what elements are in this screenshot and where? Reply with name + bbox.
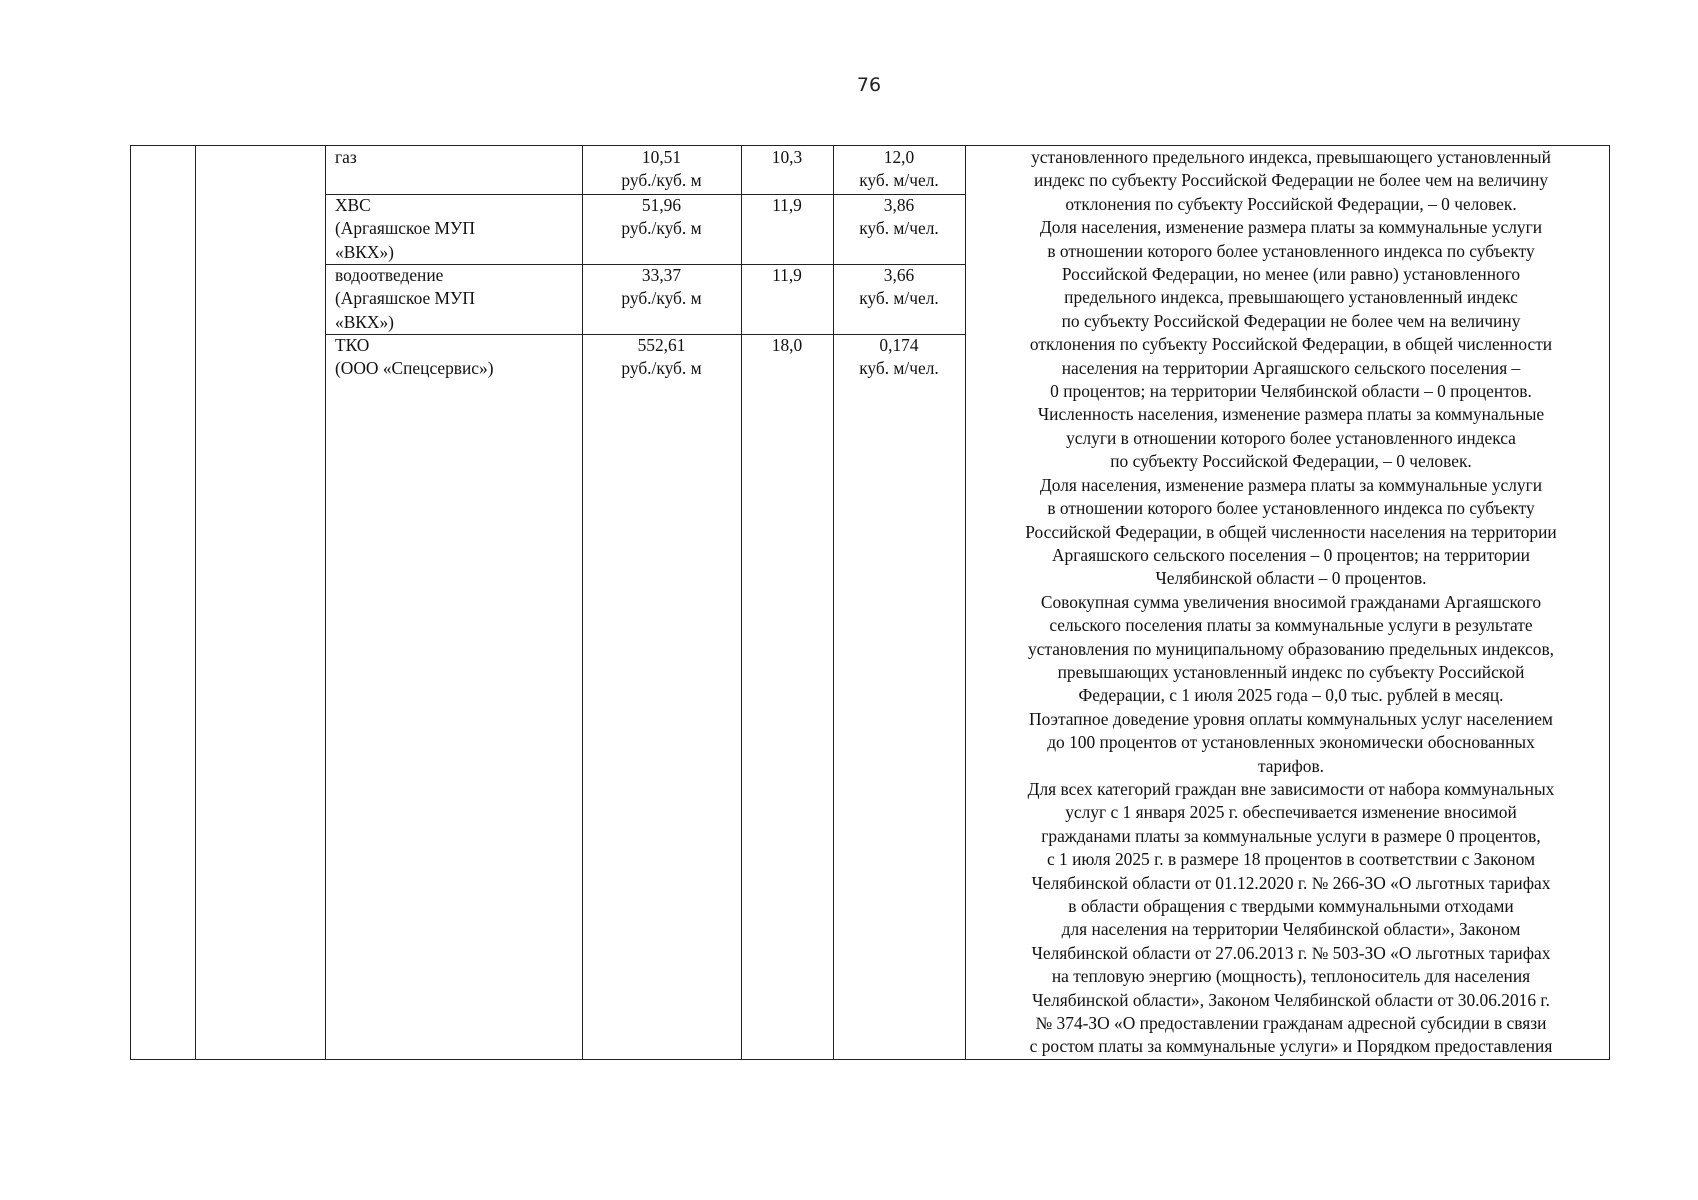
price-unit: руб./куб. м [621, 218, 702, 239]
norm-unit: куб. м/чел. [859, 218, 939, 239]
percent-value: 11,9 [772, 265, 802, 285]
tariff-percent [741, 146, 833, 169]
description-line: с 1 июля 2025 г. в размере 18 процентов в соответствии с Законом [1046, 849, 1536, 870]
description-line: Доля населения, изменение размера платы за коммунальные услуги [1039, 474, 1543, 495]
description-line: услуги в отношении которого более установленного индекса [1066, 427, 1516, 448]
description-line: Челябинской области», Законом Челябинской области от 30.06.2016 г. [1032, 989, 1550, 1010]
description-line: населения на территории Аргаяшского сельского поселения – [1061, 357, 1521, 378]
price-unit: руб./куб. м [621, 170, 702, 191]
service-name-line: (ООО «Спецсервис») [335, 358, 494, 379]
norm-value: 0,174 [879, 335, 919, 355]
service-name-line: ТКО [335, 335, 370, 355]
service-name [335, 264, 575, 334]
service-name-line: газ [335, 147, 357, 167]
description-line: установленного предельного индекса, превышающего установленный [1031, 147, 1551, 167]
description-line: Совокупная сумма увеличения вносимой гражданами Аргаяшского [1040, 591, 1542, 612]
tariff-price [582, 264, 741, 311]
service-name [335, 146, 575, 169]
tariff-percent [741, 264, 833, 287]
price-value: 51,96 [641, 195, 682, 215]
description-line: Численность населения, изменение размера платы за коммунальные [1037, 404, 1545, 425]
description-line: Доля населения, изменение размера платы за коммунальные услуги [1039, 217, 1543, 238]
percent-value: 10,3 [771, 147, 803, 167]
norm-value: 3,66 [883, 265, 915, 285]
description-line: с ростом платы за коммунальные услуги» и Порядком предоставления [1029, 1036, 1553, 1057]
norm-unit: куб. м/чел. [859, 170, 939, 191]
description-line: Для всех категорий граждан вне зависимости от набора коммунальных [1027, 778, 1555, 799]
consumption-norm [833, 334, 965, 381]
description-line: Аргаяшского сельского поселения – 0 процентов; на территории [1052, 544, 1530, 565]
description-line: в отношении которого более установленного индекса по субъекту [1047, 240, 1535, 261]
description-line: в области обращения с твердыми коммунальными отходами [1068, 896, 1514, 916]
norm-value: 12,0 [883, 147, 915, 167]
description-line: по субъекту Российской Федерации не более чем на величину [1061, 310, 1521, 331]
service-name-line: «ВКХ») [335, 241, 394, 262]
tariff-percent [741, 334, 833, 357]
description-line: для населения на территории Челябинской области», Законом [1061, 919, 1521, 940]
consumption-norm [833, 146, 965, 193]
description-line: 0 процентов; на территории Челябинской области – 0 процентов. [1050, 381, 1532, 402]
description-line: отклонения по субъекту Российской Федерации, – 0 человек. [1065, 193, 1517, 214]
norm-value: 3,86 [883, 195, 915, 215]
price-unit: руб./куб. м [621, 288, 702, 309]
tariff-price [582, 334, 741, 381]
description-line: Челябинской области – 0 процентов. [1155, 568, 1427, 589]
description-line: Челябинской области от 01.12.2020 г. № 266-ЗО «О льготных тарифах [1031, 872, 1551, 893]
service-name [335, 334, 575, 381]
page-number: 76 [856, 74, 882, 96]
description-line: предельного индекса, превышающего установленный индекс [1064, 287, 1518, 308]
description-line: превышающих установленный индекс по субъекту Российской [1057, 661, 1525, 682]
description-line: гражданами платы за коммунальные услуги в размере 0 процентов, [1041, 825, 1541, 846]
tariff-price [582, 194, 741, 241]
price-value: 552,61 [637, 335, 686, 355]
norm-unit: куб. м/чел. [859, 288, 939, 309]
service-name-line: «ВКХ») [335, 311, 394, 332]
description-line: по субъекту Российской Федерации, – 0 человек. [1110, 451, 1472, 472]
description-line: тарифов. [1257, 755, 1325, 776]
service-name [335, 194, 575, 264]
description-line: на тепловую энергию (мощность), теплоноситель для населения [1051, 966, 1531, 987]
column-divider [195, 146, 196, 1059]
service-name-line: водоотведение [335, 265, 444, 285]
norm-unit: куб. м/чел. [859, 358, 939, 379]
description-line: индекс по субъекту Российской Федерации не более чем на величину [1033, 170, 1549, 191]
description-line: Поэтапное доведение уровня оплаты коммунальных услуг населением [1029, 708, 1553, 729]
description-line: установления по муниципальному образованию предельных индексов, [1027, 638, 1554, 659]
price-value: 33,37 [641, 265, 682, 285]
percent-value: 11,9 [772, 195, 802, 215]
description-line: Федерации, с 1 июля 2025 года – 0,0 тыс. рублей в месяц. [1078, 685, 1504, 706]
description-line: Челябинской области от 27.06.2013 г. № 503-ЗО «О льготных тарифах [1031, 942, 1551, 963]
consumption-norm [833, 264, 965, 311]
description-line: услуг с 1 января 2025 г. обеспечивается изменение вносимой [1065, 802, 1517, 823]
tariff-price [582, 146, 741, 193]
consumption-norm [833, 194, 965, 241]
description-line: Российской Федерации, но менее (или равно) установленного [1061, 264, 1521, 285]
service-name-line: (Аргаяшское МУП [335, 218, 475, 239]
description-line: Российской Федерации, в общей численности населения на территории [1025, 521, 1557, 542]
description-line: № 374-ЗО «О предоставлении гражданам адресной субсидии в связи [1035, 1013, 1547, 1034]
description-text [971, 146, 1611, 1059]
column-divider [965, 146, 966, 1059]
tariff-table [130, 145, 1610, 1060]
description-line: сельского поселения платы за коммунальные услуги в результате [1049, 615, 1533, 636]
tariff-percent [741, 194, 833, 217]
description-line: отклонения по субъекту Российской Федерации, в общей численности [1029, 334, 1553, 355]
price-value: 10,51 [641, 147, 682, 167]
service-name-line: (Аргаяшское МУП [335, 288, 475, 309]
description-line: в отношении которого более установленного индекса по субъекту [1047, 498, 1535, 519]
percent-value: 18,0 [771, 335, 803, 355]
description-line: до 100 процентов от установленных экономически обоснованных [1047, 732, 1535, 753]
price-unit: руб./куб. м [621, 358, 702, 379]
service-name-line: ХВС [335, 195, 371, 215]
column-divider [325, 146, 326, 1059]
